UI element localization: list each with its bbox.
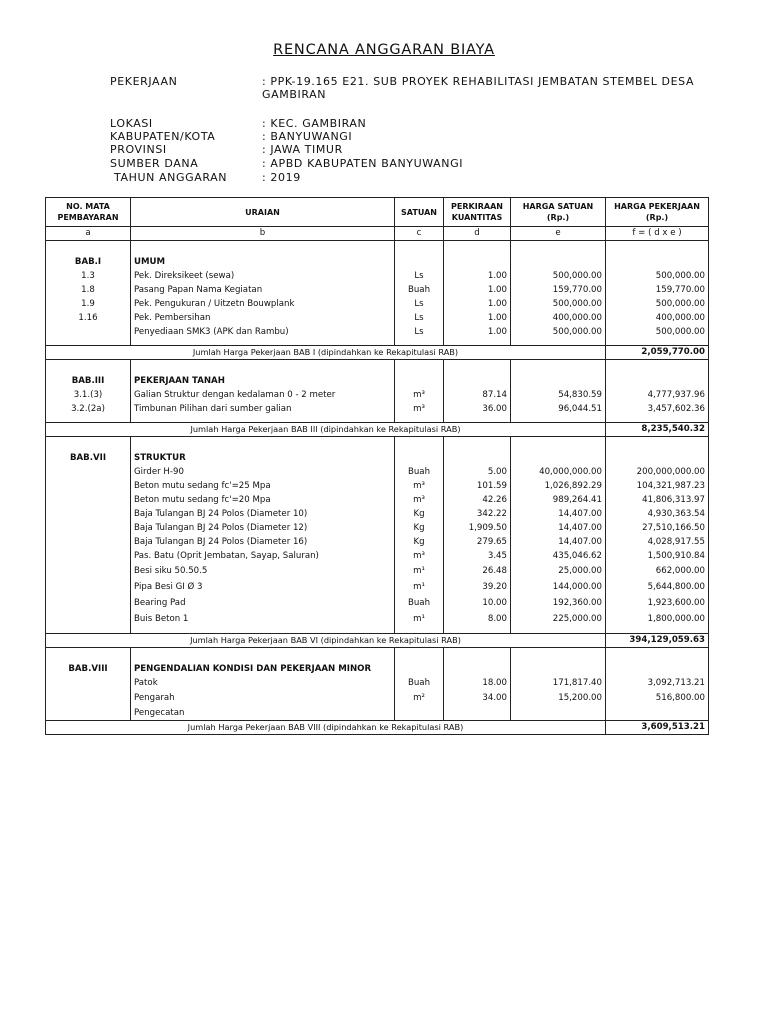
empty-cell	[606, 374, 709, 388]
cell-kuantitas: 87.14	[444, 388, 511, 402]
col-letter-c: c	[395, 227, 444, 241]
cell-kuantitas: 36.00	[444, 402, 511, 416]
cell-kuantitas: 279.65	[444, 535, 511, 549]
cell-harga-satuan: 54,830.59	[511, 388, 606, 402]
empty-cell	[46, 648, 131, 663]
cell-harga-satuan: 435,046.62	[511, 549, 606, 563]
cell-harga-satuan: 500,000.00	[511, 269, 606, 283]
table-row	[46, 311, 709, 325]
empty-cell	[511, 648, 606, 663]
section-total-label: Jumlah Harga Pekerjaan BAB VI (dipindahkan ke Rekapitulasi RAB)	[46, 634, 606, 648]
cell-harga-satuan: 225,000.00	[511, 611, 606, 627]
empty-cell	[395, 662, 444, 676]
cell-kuantitas: 39.20	[444, 579, 511, 595]
cell-harga: 1,500,910.84	[606, 549, 709, 563]
cell-satuan: Ls	[395, 325, 444, 339]
empty-cell	[395, 374, 444, 388]
cell-harga-satuan: 192,360.00	[511, 595, 606, 611]
cell-harga-satuan: 500,000.00	[511, 325, 606, 339]
cell-harga-satuan: 1,026,892.29	[511, 479, 606, 493]
cell-harga: 4,028,917.55	[606, 535, 709, 549]
section-total-label: Jumlah Harga Pekerjaan BAB VIII (dipindahkan ke Rekapitulasi RAB)	[46, 721, 606, 735]
table-row	[46, 297, 709, 311]
cell-harga-satuan: 171,817.40	[511, 676, 606, 690]
cell-no	[46, 563, 131, 579]
cell-satuan: Kg	[395, 535, 444, 549]
section-code: BAB.VIII	[46, 662, 131, 676]
cell-kuantitas: 10.00	[444, 595, 511, 611]
empty-cell	[395, 255, 444, 269]
cell-no: 1.3	[46, 269, 131, 283]
cell-satuan: Buah	[395, 595, 444, 611]
section-total-row	[46, 423, 709, 437]
table-row	[46, 595, 709, 611]
cell-satuan: Ls	[395, 311, 444, 325]
cell-uraian: Pas. Batu (Oprit Jembatan, Sayap, Saluran)	[131, 549, 395, 563]
empty-cell	[131, 360, 395, 375]
section-total-row	[46, 721, 709, 735]
cell-harga: 500,000.00	[606, 297, 709, 311]
cell-harga-satuan: 400,000.00	[511, 311, 606, 325]
empty-cell	[606, 255, 709, 269]
cell-harga: 159,770.00	[606, 283, 709, 297]
cell-uraian: Girder H-90	[131, 465, 395, 479]
empty-cell	[606, 437, 709, 452]
cell-satuan: Kg	[395, 507, 444, 521]
cell-no	[46, 549, 131, 563]
tahun-anggaran-value: : 2019	[262, 171, 301, 184]
section-name: STRUKTUR	[131, 451, 395, 465]
empty-cell	[511, 241, 606, 256]
cell-kuantitas: 5.00	[444, 465, 511, 479]
cell-uraian: Beton mutu sedang fc'=20 Mpa	[131, 493, 395, 507]
section-total-value: 8,235,540.32	[606, 423, 709, 437]
column-letter-row	[46, 227, 709, 241]
col-header-no-mata: NO. MATA PEMBAYARAN	[46, 198, 131, 227]
cell-harga: 200,000,000.00	[606, 465, 709, 479]
cell-no	[46, 706, 131, 721]
cell-no	[46, 521, 131, 535]
empty-cell	[606, 451, 709, 465]
empty-cell	[606, 241, 709, 256]
cell-satuan: Buah	[395, 283, 444, 297]
cell-kuantitas: 1.00	[444, 311, 511, 325]
cell-satuan: m³	[395, 549, 444, 563]
cell-uraian: Pasang Papan Nama Kegiatan	[131, 283, 395, 297]
cell-satuan: Ls	[395, 297, 444, 311]
sumber-dana-label: SUMBER DANA	[110, 157, 199, 170]
empty-cell	[131, 648, 395, 663]
cell-uraian: Pek. Pengukuran / Uitzetn Bouwplank	[131, 297, 395, 311]
cell-uraian: Baja Tulangan BJ 24 Polos (Diameter 12)	[131, 521, 395, 535]
table-row	[46, 402, 709, 416]
section-total-label: Jumlah Harga Pekerjaan BAB III (dipindahkan ke Rekapitulasi RAB)	[46, 423, 606, 437]
cell-harga-satuan: 15,200.00	[511, 690, 606, 706]
cell-uraian: Pengecatan	[131, 706, 395, 721]
empty-cell	[395, 648, 444, 663]
provinsi-label: PROVINSI	[110, 143, 167, 156]
cell-harga-satuan: 144,000.00	[511, 579, 606, 595]
cell-harga: 500,000.00	[606, 269, 709, 283]
table-row	[46, 479, 709, 493]
pekerjaan-value: : PPK-19.165 E21. SUB PROYEK REHABILITASI JEMBATAN STEMBEL DESA GAMBIRAN	[262, 75, 695, 101]
empty-cell	[131, 437, 395, 452]
cell-harga: 4,930,363.54	[606, 507, 709, 521]
cell-uraian: Pipa Besi GI Ø 3	[131, 579, 395, 595]
cell-harga-satuan: 14,407.00	[511, 507, 606, 521]
cell-kuantitas: 42.26	[444, 493, 511, 507]
cell-no	[46, 595, 131, 611]
section-code: BAB.VII	[46, 451, 131, 465]
section-heading-row	[46, 451, 709, 465]
cell-no: 1.8	[46, 283, 131, 297]
empty-cell	[444, 451, 511, 465]
empty-cell	[444, 374, 511, 388]
empty-cell	[606, 360, 709, 375]
table-row	[46, 563, 709, 579]
empty-cell	[395, 360, 444, 375]
empty-cell	[511, 255, 606, 269]
cell-uraian: Buis Beton 1	[131, 611, 395, 627]
cell-harga-satuan: 25,000.00	[511, 563, 606, 579]
empty-cell	[511, 662, 606, 676]
cell-harga: 662,000.00	[606, 563, 709, 579]
cell-satuan: m²	[395, 690, 444, 706]
cell-harga-satuan: 14,407.00	[511, 535, 606, 549]
cell-uraian: Timbunan Pilihan dari sumber galian	[131, 402, 395, 416]
table-row	[46, 283, 709, 297]
cell-harga: 3,092,713.21	[606, 676, 709, 690]
cell-no	[46, 479, 131, 493]
cell-satuan: m¹	[395, 563, 444, 579]
cell-harga-satuan: 96,044.51	[511, 402, 606, 416]
col-header-harga-satuan: HARGA SATUAN (Rp.)	[511, 198, 606, 227]
cell-harga: 41,806,313.97	[606, 493, 709, 507]
cell-harga-satuan: 40,000,000.00	[511, 465, 606, 479]
cell-kuantitas: 1,909.50	[444, 521, 511, 535]
provinsi-value: : JAWA TIMUR	[262, 143, 343, 156]
cell-uraian: Baja Tulangan BJ 24 Polos (Diameter 16)	[131, 535, 395, 549]
cell-kuantitas: 1.00	[444, 283, 511, 297]
cell-satuan: Kg	[395, 521, 444, 535]
cell-harga-satuan: 989,264.41	[511, 493, 606, 507]
table-header-row	[46, 198, 709, 227]
empty-cell	[444, 648, 511, 663]
cell-kuantitas: 1.00	[444, 325, 511, 339]
cell-satuan: Buah	[395, 465, 444, 479]
cell-kuantitas: 3.45	[444, 549, 511, 563]
empty-cell	[606, 662, 709, 676]
lokasi-label: LOKASI	[110, 117, 153, 130]
table-row	[46, 706, 709, 721]
cell-harga: 1,800,000.00	[606, 611, 709, 627]
tahun-anggaran-label: TAHUN ANGGARAN	[114, 171, 228, 184]
empty-cell	[46, 360, 131, 375]
section-total-value: 2,059,770.00	[606, 346, 709, 360]
rab-table	[45, 197, 709, 735]
cell-no	[46, 507, 131, 521]
cell-kuantitas: 101.59	[444, 479, 511, 493]
col-header-uraian: URAIAN	[131, 198, 395, 227]
col-letter-e: e	[511, 227, 606, 241]
col-header-satuan: SATUAN	[395, 198, 444, 227]
empty-cell	[395, 241, 444, 256]
cell-satuan: m³	[395, 402, 444, 416]
cell-harga-satuan: 500,000.00	[511, 297, 606, 311]
table-row	[46, 269, 709, 283]
cell-kuantitas: 1.00	[444, 297, 511, 311]
empty-cell	[444, 255, 511, 269]
spacer-row	[46, 241, 709, 256]
cell-harga-satuan: 159,770.00	[511, 283, 606, 297]
cell-no: 1.9	[46, 297, 131, 311]
empty-cell	[511, 360, 606, 375]
cell-satuan: Buah	[395, 676, 444, 690]
pekerjaan-label: PEKERJAAN	[110, 75, 178, 88]
section-total-row	[46, 346, 709, 360]
cell-uraian: Galian Struktur dengan kedalaman 0 - 2 meter	[131, 388, 395, 402]
spacer-row	[46, 437, 709, 452]
cell-satuan	[395, 706, 444, 721]
cell-harga: 400,000.00	[606, 311, 709, 325]
document-title: RENCANA ANGGARAN BIAYA	[273, 42, 495, 58]
cell-satuan: m³	[395, 493, 444, 507]
cell-no	[46, 676, 131, 690]
section-name: UMUM	[131, 255, 395, 269]
cell-no	[46, 579, 131, 595]
cell-satuan: Ls	[395, 269, 444, 283]
cell-no	[46, 535, 131, 549]
cell-harga: 3,457,602.36	[606, 402, 709, 416]
sumber-dana-value: : APBD KABUPATEN BANYUWANGI	[262, 157, 464, 170]
section-name: PENGENDALIAN KONDISI DAN PEKERJAAN MINOR	[131, 662, 395, 676]
cell-uraian: Penyediaan SMK3 (APK dan Rambu)	[131, 325, 395, 339]
col-letter-d: d	[444, 227, 511, 241]
cell-no	[46, 465, 131, 479]
table-row	[46, 493, 709, 507]
kabupaten-label: KABUPATEN/KOTA	[110, 130, 216, 143]
cell-kuantitas: 1.00	[444, 269, 511, 283]
empty-cell	[444, 241, 511, 256]
cell-harga: 27,510,166.50	[606, 521, 709, 535]
col-letter-b: b	[131, 227, 395, 241]
cell-no	[46, 325, 131, 339]
section-total-value: 394,129,059.63	[606, 634, 709, 648]
cell-uraian: Baja Tulangan BJ 24 Polos (Diameter 10)	[131, 507, 395, 521]
spacer-row	[46, 360, 709, 375]
kabupaten-value: : BANYUWANGI	[262, 130, 353, 143]
cell-kuantitas: 18.00	[444, 676, 511, 690]
cell-uraian: Besi siku 50.50.5	[131, 563, 395, 579]
empty-cell	[444, 360, 511, 375]
table-row	[46, 325, 709, 339]
lokasi-value: : KEC. GAMBIRAN	[262, 117, 367, 130]
table-row	[46, 690, 709, 706]
table-row	[46, 507, 709, 521]
empty-cell	[46, 437, 131, 452]
section-heading-row	[46, 374, 709, 388]
cell-kuantitas: 26.48	[444, 563, 511, 579]
empty-cell	[511, 374, 606, 388]
cell-satuan: m³	[395, 479, 444, 493]
section-code: BAB.III	[46, 374, 131, 388]
col-header-kuantitas: PERKIRAAN KUANTITAS	[444, 198, 511, 227]
cell-uraian: Pek. Direksikeet (sewa)	[131, 269, 395, 283]
empty-cell	[511, 451, 606, 465]
col-letter-f: f = ( d x e )	[606, 227, 709, 241]
empty-cell	[131, 241, 395, 256]
cell-harga: 500,000.00	[606, 325, 709, 339]
cell-no	[46, 611, 131, 627]
section-heading-row	[46, 662, 709, 676]
cell-harga-satuan	[511, 706, 606, 721]
empty-cell	[511, 437, 606, 452]
cell-no: 3.2.(2a)	[46, 402, 131, 416]
table-row	[46, 611, 709, 627]
cell-satuan: m¹	[395, 611, 444, 627]
section-total-row	[46, 634, 709, 648]
cell-uraian: Bearing Pad	[131, 595, 395, 611]
cell-uraian: Pek. Pembersihan	[131, 311, 395, 325]
empty-cell	[444, 437, 511, 452]
cell-satuan: m¹	[395, 579, 444, 595]
table-row	[46, 535, 709, 549]
cell-harga: 1,923,600.00	[606, 595, 709, 611]
section-heading-row	[46, 255, 709, 269]
empty-cell	[395, 451, 444, 465]
cell-no: 1.16	[46, 311, 131, 325]
section-name: PEKERJAAN TANAH	[131, 374, 395, 388]
cell-kuantitas: 342.22	[444, 507, 511, 521]
cell-kuantitas	[444, 706, 511, 721]
cell-harga: 5,644,800.00	[606, 579, 709, 595]
cell-uraian: Pengarah	[131, 690, 395, 706]
table-row	[46, 579, 709, 595]
section-total-value: 3,609,513.21	[606, 721, 709, 735]
table-row	[46, 521, 709, 535]
col-header-harga-pekerjaan: HARGA PEKERJAAN (Rp.)	[606, 198, 709, 227]
section-code: BAB.I	[46, 255, 131, 269]
cell-uraian: Beton mutu sedang fc'=25 Mpa	[131, 479, 395, 493]
section-total-label: Jumlah Harga Pekerjaan BAB I (dipindahkan ke Rekapitulasi RAB)	[46, 346, 606, 360]
empty-cell	[606, 648, 709, 663]
empty-cell	[444, 662, 511, 676]
empty-cell	[46, 241, 131, 256]
cell-no	[46, 690, 131, 706]
cell-no	[46, 493, 131, 507]
table-row	[46, 388, 709, 402]
spacer-row	[46, 648, 709, 663]
cell-kuantitas: 8.00	[444, 611, 511, 627]
cell-harga	[606, 706, 709, 721]
cell-harga: 104,321,987.23	[606, 479, 709, 493]
table-row	[46, 465, 709, 479]
table-row	[46, 676, 709, 690]
cell-satuan: m³	[395, 388, 444, 402]
empty-cell	[395, 437, 444, 452]
table-row	[46, 549, 709, 563]
cell-uraian: Patok	[131, 676, 395, 690]
cell-harga: 4,777,937.96	[606, 388, 709, 402]
col-letter-a: a	[46, 227, 131, 241]
cell-no: 3.1.(3)	[46, 388, 131, 402]
cell-kuantitas: 34.00	[444, 690, 511, 706]
cell-harga-satuan: 14,407.00	[511, 521, 606, 535]
cell-harga: 516,800.00	[606, 690, 709, 706]
